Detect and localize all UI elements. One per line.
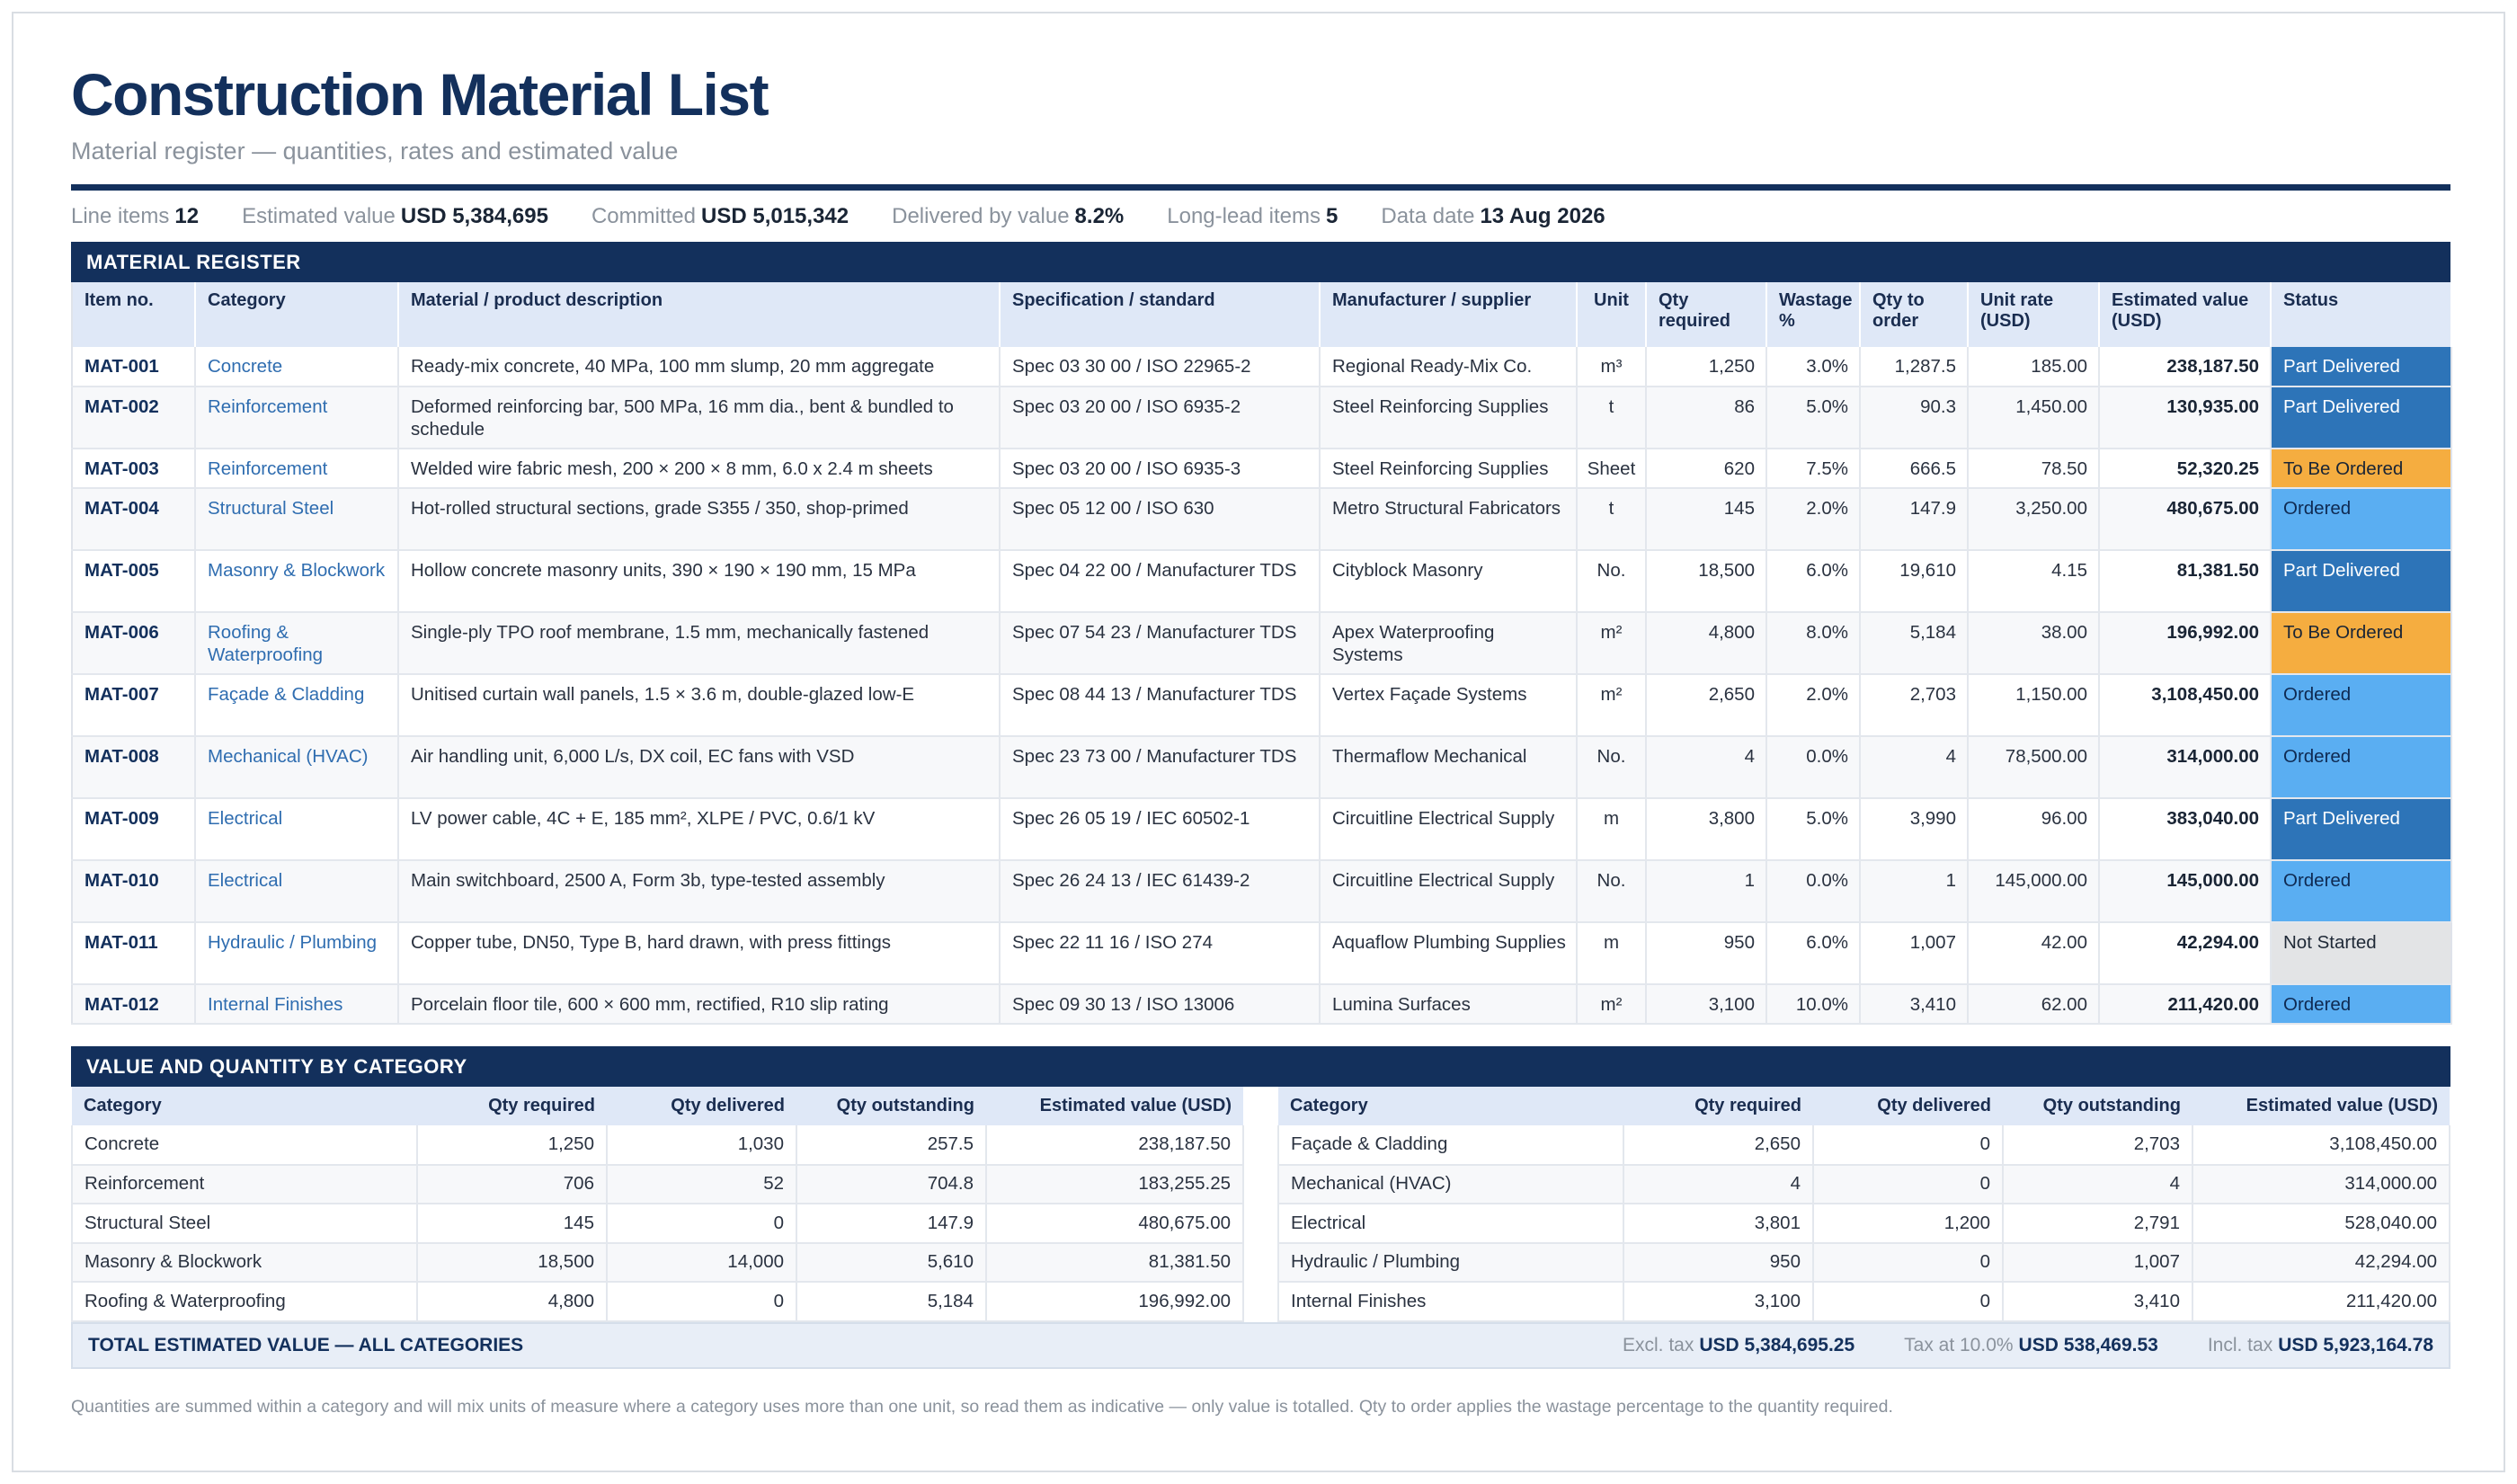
- category-cell: Electrical: [195, 860, 398, 922]
- specification-cell: Spec 23 73 00 / Manufacturer TDS: [1000, 736, 1320, 798]
- col-specification[interactable]: Specification / standard: [1000, 282, 1320, 347]
- specification-cell: Spec 05 12 00 / ISO 630: [1000, 488, 1320, 550]
- category-row[interactable]: [72, 1204, 1243, 1243]
- unit-rate-cell: 4.15: [1968, 550, 2099, 612]
- unit-cell: t: [1577, 387, 1646, 449]
- unit-cell: m: [1577, 922, 1646, 984]
- kpi-value: 8.2%: [1074, 203, 1125, 228]
- wastage-cell: 3.0%: [1766, 347, 1860, 387]
- unit-cell: m³: [1577, 347, 1646, 387]
- qty-to-order-cell: 1,007: [1860, 922, 1968, 984]
- estimated-value-cell: 196,992.00: [986, 1282, 1243, 1321]
- category-summary-heading: VALUE AND QUANTITY BY CATEGORY: [71, 1046, 2450, 1087]
- category-row[interactable]: [1278, 1204, 2450, 1243]
- kpi-label: Long-lead items: [1167, 203, 1321, 228]
- category-row[interactable]: [1278, 1282, 2450, 1321]
- qty-outstanding-cell: 2,791: [2003, 1204, 2192, 1243]
- register-row[interactable]: [72, 550, 2451, 612]
- category-cell: Internal Finishes: [1278, 1282, 1623, 1321]
- qty-outstanding-cell: 5,610: [796, 1243, 986, 1283]
- qty-to-order-cell: 1,287.5: [1860, 347, 1968, 387]
- qty-outstanding-cell: 147.9: [796, 1204, 986, 1243]
- description-cell: LV power cable, 4C + E, 185 mm², XLPE / PVC, 0.6/1 kV: [398, 798, 1000, 860]
- col-category[interactable]: Category: [72, 1087, 417, 1125]
- estimated-value-cell: 480,675.00: [2099, 488, 2271, 550]
- qty-outstanding-cell: 4: [2003, 1165, 2192, 1204]
- supplier-cell: Apex Waterproofing Systems: [1320, 612, 1577, 674]
- wastage-cell: 5.0%: [1766, 798, 1860, 860]
- item-no-cell: MAT-007: [72, 674, 195, 736]
- qty-required-cell: 1,250: [1646, 347, 1766, 387]
- estimated-value-cell: 211,420.00: [2192, 1282, 2450, 1321]
- kpi-strip: [71, 191, 2450, 242]
- qty-outstanding-cell: 704.8: [796, 1165, 986, 1204]
- unit-rate-cell: 96.00: [1968, 798, 2099, 860]
- qty-to-order-cell: 3,990: [1860, 798, 1968, 860]
- col-category[interactable]: Category: [1278, 1087, 1623, 1125]
- qty-required-cell: 4,800: [417, 1282, 607, 1321]
- category-cell: Internal Finishes: [195, 984, 398, 1024]
- col-estimated-value[interactable]: Estimated value (USD): [2192, 1087, 2450, 1125]
- qty-delivered-cell: 1,200: [1813, 1204, 2003, 1243]
- unit-rate-cell: 3,250.00: [1968, 488, 2099, 550]
- total-excl-tax: [1623, 1335, 1854, 1356]
- category-table-right: [1277, 1087, 2450, 1322]
- estimated-value-cell: 183,255.25: [986, 1165, 1243, 1204]
- status-badge: Part Delivered: [2271, 550, 2451, 612]
- col-qty-outstanding[interactable]: Qty outstanding: [796, 1087, 986, 1125]
- status-badge: Ordered: [2271, 674, 2451, 736]
- specification-cell: Spec 03 30 00 / ISO 22965-2: [1000, 347, 1320, 387]
- qty-required-cell: 1: [1646, 860, 1766, 922]
- col-qty-delivered[interactable]: Qty delivered: [1813, 1087, 2003, 1125]
- status-badge: Ordered: [2271, 488, 2451, 550]
- item-no-cell: MAT-003: [72, 449, 195, 488]
- register-body: [72, 347, 2451, 1024]
- col-category[interactable]: Category: [195, 282, 398, 347]
- qty-to-order-cell: 147.9: [1860, 488, 1968, 550]
- item-no-cell: MAT-009: [72, 798, 195, 860]
- total-label: TOTAL ESTIMATED VALUE — ALL CATEGORIES: [88, 1334, 524, 1355]
- qty-required-cell: 1,250: [417, 1125, 607, 1165]
- estimated-value-cell: 3,108,450.00: [2192, 1125, 2450, 1165]
- title-rule: [71, 184, 2450, 191]
- qty-outstanding-cell: 2,703: [2003, 1125, 2192, 1165]
- unit-cell: t: [1577, 488, 1646, 550]
- qty-to-order-cell: 1: [1860, 860, 1968, 922]
- category-row[interactable]: [1278, 1165, 2450, 1204]
- col-estimated-value[interactable]: Estimated value (USD): [986, 1087, 1243, 1125]
- col-supplier[interactable]: Manufacturer / supplier: [1320, 282, 1577, 347]
- category-cell: Mechanical (HVAC): [1278, 1165, 1623, 1204]
- kpi-value: 5: [1326, 203, 1339, 228]
- category-cell: Reinforcement: [195, 387, 398, 449]
- category-cell: Façade & Cladding: [195, 674, 398, 736]
- qty-outstanding-cell: 1,007: [2003, 1243, 2192, 1283]
- specification-cell: Spec 03 20 00 / ISO 6935-2: [1000, 387, 1320, 449]
- description-cell: Ready-mix concrete, 40 MPa, 100 mm slump, 20 mm aggregate: [398, 347, 1000, 387]
- col-wastage[interactable]: Wastage %: [1766, 282, 1860, 347]
- kpi-long-lead-items: [1167, 204, 1338, 229]
- incl-tax-label: Incl. tax: [2207, 1334, 2273, 1355]
- wastage-cell: 5.0%: [1766, 387, 1860, 449]
- report-page: [12, 12, 2505, 1472]
- unit-cell: m²: [1577, 674, 1646, 736]
- supplier-cell: Steel Reinforcing Supplies: [1320, 449, 1577, 488]
- estimated-value-cell: 383,040.00: [2099, 798, 2271, 860]
- estimated-value-cell: 81,381.50: [2099, 550, 2271, 612]
- register-header-row: [72, 282, 2451, 347]
- kpi-value: USD 5,384,695: [400, 203, 548, 228]
- kpi-delivered-by-value: [892, 204, 1124, 229]
- unit-rate-cell: 145,000.00: [1968, 860, 2099, 922]
- register-row[interactable]: [72, 798, 2451, 860]
- item-no-cell: MAT-006: [72, 612, 195, 674]
- material-register-heading: MATERIAL REGISTER: [71, 242, 2450, 282]
- status-badge: Part Delivered: [2271, 798, 2451, 860]
- description-cell: Unitised curtain wall panels, 1.5 × 3.6 m, double-glazed low-E: [398, 674, 1000, 736]
- wastage-cell: 0.0%: [1766, 736, 1860, 798]
- category-cell: Reinforcement: [195, 449, 398, 488]
- specification-cell: Spec 03 20 00 / ISO 6935-3: [1000, 449, 1320, 488]
- qty-delivered-cell: 0: [1813, 1243, 2003, 1283]
- estimated-value-cell: 528,040.00: [2192, 1204, 2450, 1243]
- kpi-label: Line items: [71, 203, 170, 228]
- qty-delivered-cell: 1,030: [607, 1125, 796, 1165]
- estimated-value-cell: 238,187.50: [2099, 347, 2271, 387]
- category-cell: Masonry & Blockwork: [72, 1243, 417, 1283]
- estimated-value-cell: 238,187.50: [986, 1125, 1243, 1165]
- register-row[interactable]: [72, 736, 2451, 798]
- qty-required-cell: 4: [1623, 1165, 1813, 1204]
- qty-delivered-cell: 0: [1813, 1125, 2003, 1165]
- register-row[interactable]: [72, 922, 2451, 984]
- total-incl-tax: [2208, 1335, 2433, 1356]
- excl-tax-label: Excl. tax: [1622, 1334, 1694, 1355]
- item-no-cell: MAT-005: [72, 550, 195, 612]
- tax-label: Tax at 10.0%: [1904, 1334, 2014, 1355]
- unit-cell: m²: [1577, 984, 1646, 1024]
- qty-delivered-cell: 0: [607, 1204, 796, 1243]
- kpi-estimated-value: [242, 204, 548, 229]
- supplier-cell: Steel Reinforcing Supplies: [1320, 387, 1577, 449]
- page-title: Construction Material List: [71, 61, 769, 128]
- description-cell: Main switchboard, 2500 A, Form 3b, type-tested assembly: [398, 860, 1000, 922]
- category-row[interactable]: [1278, 1243, 2450, 1283]
- kpi-value: 12: [174, 203, 200, 228]
- category-row[interactable]: [72, 1125, 1243, 1165]
- col-description[interactable]: Material / product description: [398, 282, 1000, 347]
- category-cell: Electrical: [1278, 1204, 1623, 1243]
- category-cell: Structural Steel: [195, 488, 398, 550]
- specification-cell: Spec 22 11 16 / ISO 274: [1000, 922, 1320, 984]
- kpi-data-date: [1381, 204, 1605, 229]
- specification-cell: Spec 09 30 13 / ISO 13006: [1000, 984, 1320, 1024]
- tax-value: USD 538,469.53: [2018, 1334, 2158, 1355]
- material-register-table: [71, 282, 2452, 1025]
- category-cell: Masonry & Blockwork: [195, 550, 398, 612]
- estimated-value-cell: 196,992.00: [2099, 612, 2271, 674]
- qty-required-cell: 3,100: [1646, 984, 1766, 1024]
- register-row[interactable]: [72, 612, 2451, 674]
- col-qty-required[interactable]: Qty required: [1623, 1087, 1813, 1125]
- category-cell: Structural Steel: [72, 1204, 417, 1243]
- category-summary: [71, 1087, 2450, 1322]
- description-cell: Single-ply TPO roof membrane, 1.5 mm, mechanically fastened: [398, 612, 1000, 674]
- kpi-line-items: [71, 204, 199, 229]
- col-unit-rate[interactable]: Unit rate (USD): [1968, 282, 2099, 347]
- page-subtitle: Material register — quantities, rates and estimated value: [71, 138, 679, 164]
- qty-outstanding-cell: 257.5: [796, 1125, 986, 1165]
- unit-rate-cell: 62.00: [1968, 984, 2099, 1024]
- kpi-label: Estimated value: [242, 203, 396, 228]
- qty-to-order-cell: 90.3: [1860, 387, 1968, 449]
- item-no-cell: MAT-008: [72, 736, 195, 798]
- wastage-cell: 10.0%: [1766, 984, 1860, 1024]
- col-estimated-value[interactable]: Estimated value (USD): [2099, 282, 2271, 347]
- category-cell: Roofing & Waterproofing: [195, 612, 398, 674]
- description-cell: Porcelain floor tile, 600 × 600 mm, rectified, R10 slip rating: [398, 984, 1000, 1024]
- wastage-cell: 8.0%: [1766, 612, 1860, 674]
- unit-rate-cell: 78.50: [1968, 449, 2099, 488]
- status-badge: Ordered: [2271, 736, 2451, 798]
- qty-required-cell: 620: [1646, 449, 1766, 488]
- wastage-cell: 6.0%: [1766, 922, 1860, 984]
- category-cell: Electrical: [195, 798, 398, 860]
- qty-outstanding-cell: 5,184: [796, 1282, 986, 1321]
- item-no-cell: MAT-001: [72, 347, 195, 387]
- status-badge: Ordered: [2271, 984, 2451, 1024]
- description-cell: Deformed reinforcing bar, 500 MPa, 16 mm dia., bent & bundled to schedule: [398, 387, 1000, 449]
- qty-delivered-cell: 0: [1813, 1282, 2003, 1321]
- col-qty-required[interactable]: Qty required: [1646, 282, 1766, 347]
- specification-cell: Spec 26 05 19 / IEC 60502-1: [1000, 798, 1320, 860]
- qty-to-order-cell: 2,703: [1860, 674, 1968, 736]
- description-cell: Hollow concrete masonry units, 390 × 190 × 190 mm, 15 MPa: [398, 550, 1000, 612]
- wastage-cell: 0.0%: [1766, 860, 1860, 922]
- supplier-cell: Thermaflow Mechanical: [1320, 736, 1577, 798]
- item-no-cell: MAT-012: [72, 984, 195, 1024]
- supplier-cell: Metro Structural Fabricators: [1320, 488, 1577, 550]
- specification-cell: Spec 08 44 13 / Manufacturer TDS: [1000, 674, 1320, 736]
- qty-delivered-cell: 0: [1813, 1165, 2003, 1204]
- col-status[interactable]: Status: [2271, 282, 2451, 347]
- unit-rate-cell: 185.00: [1968, 347, 2099, 387]
- status-badge: Not Started: [2271, 922, 2451, 984]
- status-badge: To Be Ordered: [2271, 449, 2451, 488]
- estimated-value-cell: 211,420.00: [2099, 984, 2271, 1024]
- status-badge: Part Delivered: [2271, 347, 2451, 387]
- unit-cell: No.: [1577, 860, 1646, 922]
- item-no-cell: MAT-010: [72, 860, 195, 922]
- kpi-label: Data date: [1381, 203, 1475, 228]
- col-qty-outstanding[interactable]: Qty outstanding: [2003, 1087, 2192, 1125]
- total-value-bar: [71, 1322, 2450, 1369]
- item-no-cell: MAT-004: [72, 488, 195, 550]
- category-header-row: [72, 1087, 1243, 1125]
- unit-rate-cell: 78,500.00: [1968, 736, 2099, 798]
- supplier-cell: Regional Ready-Mix Co.: [1320, 347, 1577, 387]
- specification-cell: Spec 07 54 23 / Manufacturer TDS: [1000, 612, 1320, 674]
- wastage-cell: 7.5%: [1766, 449, 1860, 488]
- estimated-value-cell: 81,381.50: [986, 1243, 1243, 1283]
- unit-rate-cell: 1,150.00: [1968, 674, 2099, 736]
- category-body-right: [1278, 1125, 2450, 1321]
- footnote: Quantities are summed within a category and will mix units of measure where a category uses more than one unit, so read them as indicative — only value is totalled. Qty to order applies the wastage percentage to the quantity required.: [71, 1396, 1893, 1417]
- qty-required-cell: 950: [1623, 1243, 1813, 1283]
- unit-cell: m²: [1577, 612, 1646, 674]
- category-row[interactable]: [72, 1165, 1243, 1204]
- report-content: [71, 58, 2450, 1418]
- qty-required-cell: 2,650: [1623, 1125, 1813, 1165]
- qty-required-cell: 3,801: [1623, 1204, 1813, 1243]
- estimated-value-cell: 314,000.00: [2192, 1165, 2450, 1204]
- category-body-left: [72, 1125, 1243, 1321]
- description-cell: Welded wire fabric mesh, 200 × 200 × 8 mm, 6.0 x 2.4 m sheets: [398, 449, 1000, 488]
- excl-tax-value: USD 5,384,695.25: [1699, 1334, 1855, 1355]
- category-cell: Concrete: [72, 1125, 417, 1165]
- estimated-value-cell: 42,294.00: [2192, 1243, 2450, 1283]
- qty-to-order-cell: 4: [1860, 736, 1968, 798]
- category-cell: Roofing & Waterproofing: [72, 1282, 417, 1321]
- kpi-label: Committed: [591, 203, 696, 228]
- wastage-cell: 2.0%: [1766, 488, 1860, 550]
- kpi-committed: [591, 204, 849, 229]
- unit-rate-cell: 38.00: [1968, 612, 2099, 674]
- category-cell: Concrete: [195, 347, 398, 387]
- category-cell: Hydraulic / Plumbing: [1278, 1243, 1623, 1283]
- qty-required-cell: 706: [417, 1165, 607, 1204]
- register-row[interactable]: [72, 488, 2451, 550]
- unit-rate-cell: 1,450.00: [1968, 387, 2099, 449]
- incl-tax-value: USD 5,923,164.78: [2278, 1334, 2433, 1355]
- qty-required-cell: 18,500: [1646, 550, 1766, 612]
- category-cell: Hydraulic / Plumbing: [195, 922, 398, 984]
- estimated-value-cell: 314,000.00: [2099, 736, 2271, 798]
- qty-to-order-cell: 666.5: [1860, 449, 1968, 488]
- category-cell: Mechanical (HVAC): [195, 736, 398, 798]
- qty-delivered-cell: 14,000: [607, 1243, 796, 1283]
- qty-required-cell: 950: [1646, 922, 1766, 984]
- unit-cell: No.: [1577, 736, 1646, 798]
- supplier-cell: Circuitline Electrical Supply: [1320, 798, 1577, 860]
- supplier-cell: Vertex Façade Systems: [1320, 674, 1577, 736]
- register-row[interactable]: [72, 449, 2451, 488]
- supplier-cell: Lumina Surfaces: [1320, 984, 1577, 1024]
- register-row[interactable]: [72, 984, 2451, 1024]
- supplier-cell: Aquaflow Plumbing Supplies: [1320, 922, 1577, 984]
- qty-delivered-cell: 0: [607, 1282, 796, 1321]
- category-row[interactable]: [1278, 1125, 2450, 1165]
- specification-cell: Spec 04 22 00 / Manufacturer TDS: [1000, 550, 1320, 612]
- item-no-cell: MAT-002: [72, 387, 195, 449]
- category-row[interactable]: [72, 1243, 1243, 1283]
- total-tax: [1904, 1335, 2158, 1356]
- qty-required-cell: 4: [1646, 736, 1766, 798]
- qty-required-cell: 145: [417, 1204, 607, 1243]
- unit-rate-cell: 42.00: [1968, 922, 2099, 984]
- estimated-value-cell: 145,000.00: [2099, 860, 2271, 922]
- category-table-left: [71, 1087, 1244, 1322]
- register-row[interactable]: [72, 860, 2451, 922]
- item-no-cell: MAT-011: [72, 922, 195, 984]
- qty-delivered-cell: 52: [607, 1165, 796, 1204]
- unit-cell: No.: [1577, 550, 1646, 612]
- col-qty-required[interactable]: Qty required: [417, 1087, 607, 1125]
- kpi-value: 13 Aug 2026: [1480, 203, 1605, 228]
- status-badge: To Be Ordered: [2271, 612, 2451, 674]
- col-qty-to-order[interactable]: Qty to order: [1860, 282, 1968, 347]
- register-row[interactable]: [72, 347, 2451, 387]
- qty-required-cell: 4,800: [1646, 612, 1766, 674]
- kpi-label: Delivered by value: [892, 203, 1070, 228]
- estimated-value-cell: 130,935.00: [2099, 387, 2271, 449]
- col-qty-delivered[interactable]: Qty delivered: [607, 1087, 796, 1125]
- status-badge: Part Delivered: [2271, 387, 2451, 449]
- status-badge: Ordered: [2271, 860, 2451, 922]
- category-row[interactable]: [72, 1282, 1243, 1321]
- description-cell: Air handling unit, 6,000 L/s, DX coil, EC fans with VSD: [398, 736, 1000, 798]
- unit-cell: m: [1577, 798, 1646, 860]
- category-cell: Reinforcement: [72, 1165, 417, 1204]
- category-header-row: [1278, 1087, 2450, 1125]
- register-row[interactable]: [72, 387, 2451, 449]
- qty-required-cell: 18,500: [417, 1243, 607, 1283]
- specification-cell: Spec 26 24 13 / IEC 61439-2: [1000, 860, 1320, 922]
- qty-to-order-cell: 19,610: [1860, 550, 1968, 612]
- qty-outstanding-cell: 3,410: [2003, 1282, 2192, 1321]
- estimated-value-cell: 42,294.00: [2099, 922, 2271, 984]
- wastage-cell: 2.0%: [1766, 674, 1860, 736]
- register-row[interactable]: [72, 674, 2451, 736]
- category-cell: Façade & Cladding: [1278, 1125, 1623, 1165]
- unit-cell: Sheet: [1577, 449, 1646, 488]
- estimated-value-cell: 480,675.00: [986, 1204, 1243, 1243]
- qty-required-cell: 145: [1646, 488, 1766, 550]
- kpi-value: USD 5,015,342: [701, 203, 849, 228]
- col-item-no[interactable]: Item no.: [72, 282, 195, 347]
- qty-required-cell: 86: [1646, 387, 1766, 449]
- qty-required-cell: 3,100: [1623, 1282, 1813, 1321]
- estimated-value-cell: 52,320.25: [2099, 449, 2271, 488]
- estimated-value-cell: 3,108,450.00: [2099, 674, 2271, 736]
- qty-to-order-cell: 5,184: [1860, 612, 1968, 674]
- supplier-cell: Circuitline Electrical Supply: [1320, 860, 1577, 922]
- qty-to-order-cell: 3,410: [1860, 984, 1968, 1024]
- wastage-cell: 6.0%: [1766, 550, 1860, 612]
- description-cell: Hot-rolled structural sections, grade S355 / 350, shop-primed: [398, 488, 1000, 550]
- qty-required-cell: 2,650: [1646, 674, 1766, 736]
- col-unit[interactable]: Unit: [1577, 282, 1646, 347]
- description-cell: Copper tube, DN50, Type B, hard drawn, with press fittings: [398, 922, 1000, 984]
- qty-required-cell: 3,800: [1646, 798, 1766, 860]
- supplier-cell: Cityblock Masonry: [1320, 550, 1577, 612]
